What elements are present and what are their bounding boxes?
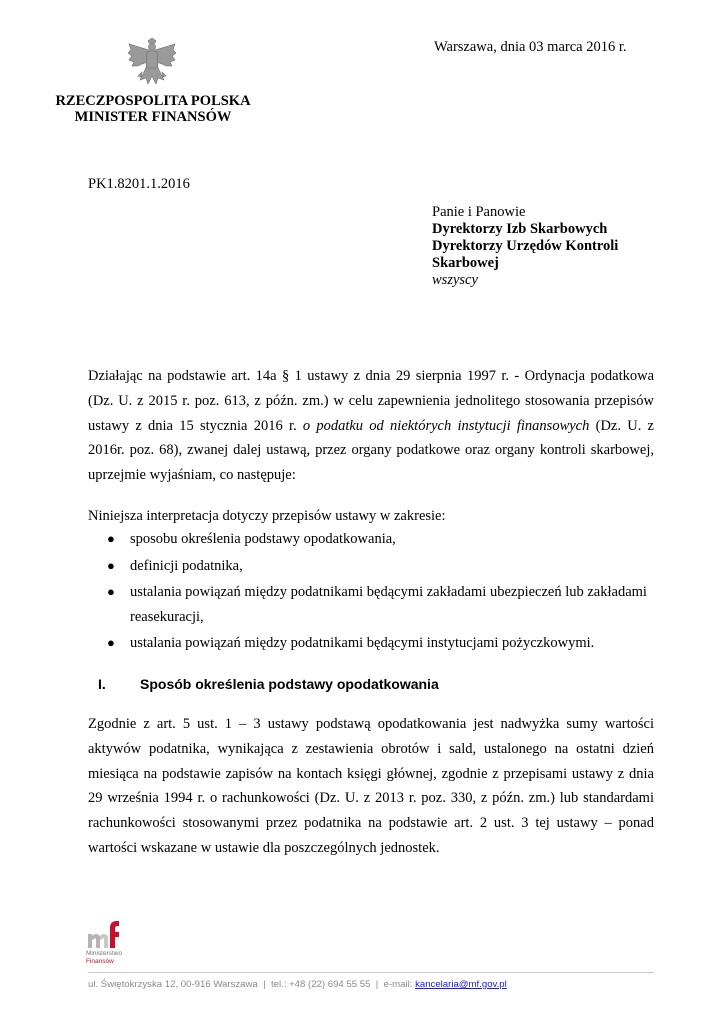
addressee-line: Dyrektorzy Izb Skarbowych	[432, 221, 608, 237]
section-title: Sposób określenia podstawy opodatkowania	[140, 676, 439, 692]
list-item	[88, 554, 654, 579]
footer	[88, 979, 654, 990]
addressee-line: Skarbowej	[432, 255, 499, 271]
list-item	[88, 631, 654, 656]
list-item-text: ustalania powiązań między podatnikami będącymi zakładami ubezpieczeń lub zakładami reasekuracji,	[130, 584, 647, 625]
logo-line-2: Finansów	[86, 958, 114, 965]
section-heading	[88, 676, 439, 692]
act-title-italic: o podatku od niektórych instytucji finansowych	[302, 417, 590, 434]
bullet-icon: ●	[107, 635, 115, 651]
issuer-line-country: RZECZPOSPOLITA POLSKA	[55, 93, 251, 109]
bullet-icon: ●	[107, 557, 115, 573]
list-item-text: definicji podatnika,	[130, 557, 243, 574]
section-number: I.	[98, 676, 106, 692]
ministry-logo-text	[86, 950, 122, 966]
addressee-line: wszyscy	[432, 272, 478, 288]
footer-separator: |	[263, 979, 266, 990]
intro-text-end: (Dz. U. z 2016r. poz. 68), zwanej dalej ustawą, przez organy podatkowe oraz organy kontroli skarbowej, uprzejmie wyjaśniam, co następuje:	[88, 417, 654, 484]
footer-email-label: e-mail:	[383, 979, 413, 990]
footer-email-link[interactable]: kancelaria@mf.gov.pl	[415, 979, 507, 990]
footer-phone: tel.: +48 (22) 694 55 55	[270, 979, 371, 990]
list-item	[88, 580, 654, 629]
footer-address: ul. Świętokrzyska 12, 00-916 Warszawa	[88, 979, 258, 990]
bullet-icon: ●	[107, 531, 115, 546]
addressee-block	[432, 204, 662, 289]
intro-paragraph	[88, 364, 654, 488]
list-item-text: ustalania powiązań między podatnikami będącymi instytucjami pożyczkowymi.	[130, 635, 595, 652]
reference-number: PK1.8201.1.2016	[88, 176, 190, 192]
intro-text-start: Działając na podstawie art. 14a § 1 ustawy z dnia 29 sierpnia 1997 r. - Ordynacja podatkowa (Dz. U. z 2015 r. poz. 613, z późn. zm.) w celu zapewnienia jednolitego stosowania przepisów ustawy z dnia 15 stycznia 2016 r.	[88, 368, 654, 434]
scope-list	[88, 527, 654, 658]
logo-line-1: Ministerstwo	[86, 950, 123, 957]
issuer-line-ministry: MINISTER FINANSÓW	[74, 109, 232, 125]
list-item-text: sposobu określenia podstawy opodatkowania,	[130, 531, 396, 547]
list-item	[88, 527, 654, 552]
footer-divider	[88, 972, 654, 973]
eagle-emblem-icon	[128, 38, 176, 88]
document-date: Warszawa, dnia 03 marca 2016 r.	[434, 39, 627, 55]
addressee-line: Dyrektorzy Urzędów Kontroli	[432, 238, 619, 254]
addressee-greeting: Panie i Panowie	[432, 204, 526, 220]
footer-separator: |	[375, 979, 379, 990]
section-paragraph: Zgodnie z art. 5 ust. 1 – 3 ustawy podstawą opodatkowania jest nadwyżka sumy wartości aktywów podatnika, wynikająca z zestawienia obrotów i sald, ustalonego na ostatni dzień miesiąca na podstawie zapisów na kontach księgi głównej, zgodnie z przepisami ustawy z dnia 29 września 1994 r. o rachunkowości (Dz. U. z 2013 r. poz. 330, z późn. zm.) lub standardami rachunkowości stosowanymi przez podatnika na podstawie art. 2 ust. 3 tej ustawy – ponad wartości wskazane w ustawie dla poszczególnych jednostek.	[88, 716, 654, 856]
bullet-icon: ●	[107, 584, 115, 600]
scope-paragraph: Niniejsza interpretacja dotyczy przepisów ustawy w zakresie:	[88, 508, 446, 524]
issuer-header	[40, 93, 266, 125]
